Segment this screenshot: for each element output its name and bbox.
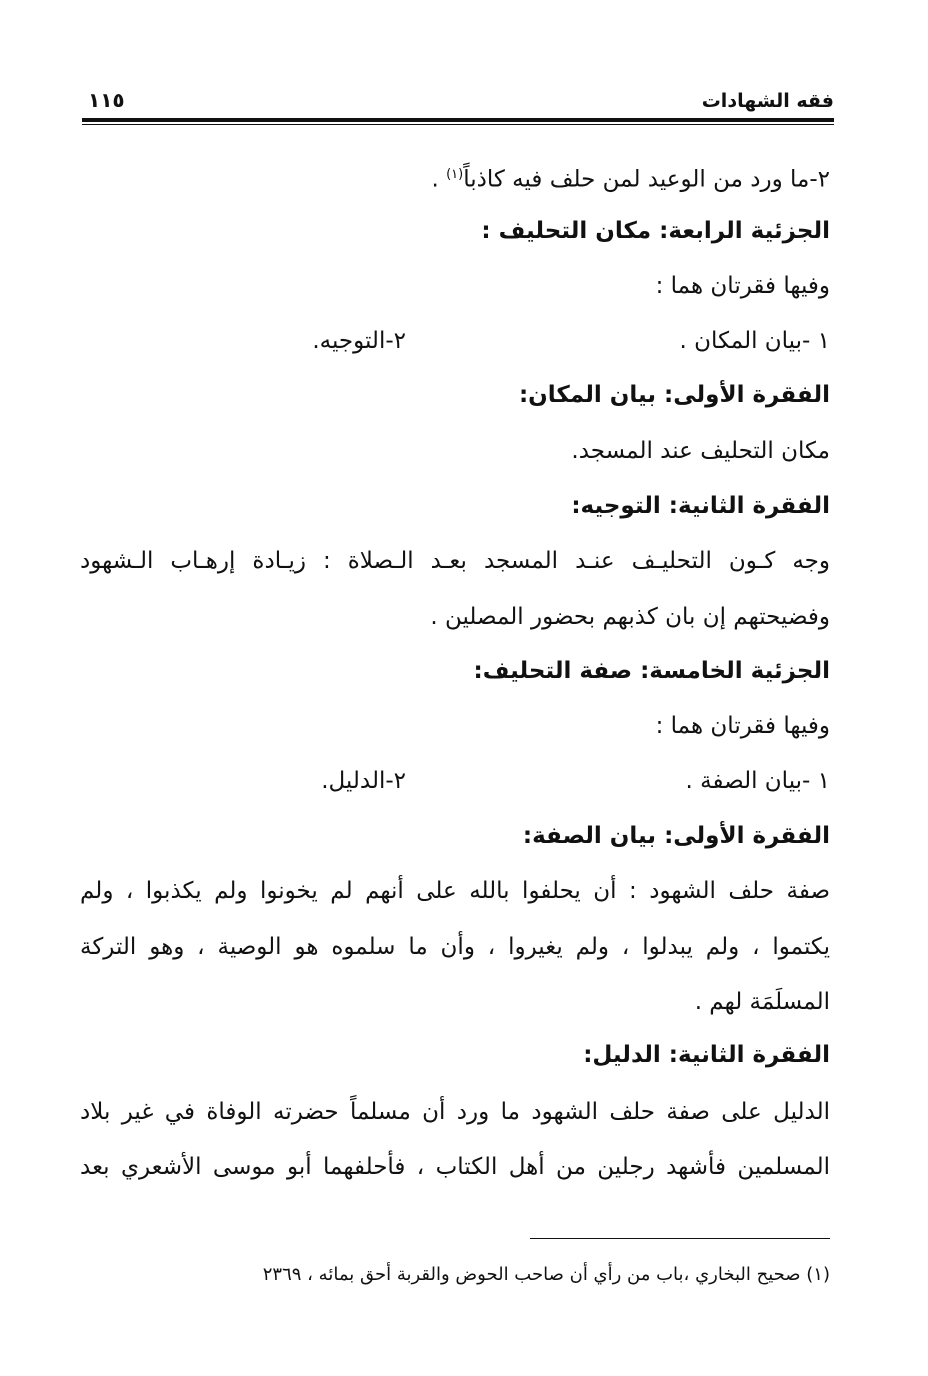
subsection-heading: الفقرة الثانية: الدليل:: [583, 1042, 830, 1068]
list-item-1: ١ -بيان المكان .: [679, 328, 830, 354]
header-rule-thin: [82, 124, 834, 125]
footnote-separator: [530, 1238, 830, 1239]
section-heading: الجزئية الرابعة: مكان التحليف :: [481, 218, 830, 244]
paragraph-line: الدليل على صفة حلف الشهود ما ورد أن مسلماً حضرته الوفاة في غير بلاد: [80, 1099, 830, 1125]
paragraph-line: وفيها فقرتان هما :: [655, 713, 830, 739]
line-end: .: [431, 166, 447, 193]
page-number: ١١٥: [88, 88, 125, 112]
paragraph-line: صفة حلف الشهود : أن يحلفوا بالله على أنهم لم يخونوا ولم يكذبوا ، ولم: [80, 878, 830, 904]
list-item-2: ٢-التوجيه.: [312, 328, 406, 354]
subsection-heading: الفقرة الأولى: بيان الصفة:: [522, 823, 830, 849]
paragraph-line: وجه كـون التحليـف عنـد المسجد بعـد الـصلاة : زيـادة إرهـاب الـشهود: [80, 548, 830, 574]
header-rule-thick: [82, 118, 834, 122]
point-2-warning: [431, 160, 830, 195]
paragraph-line: يكتموا ، ولم يبدلوا ، ولم يغيروا ، وأن ما سلموه هو الوصية ، وهو التركة: [80, 934, 830, 960]
paragraph-line: وفضيحتهم إن بان كذبهم بحضور المصلين .: [430, 604, 830, 630]
footnote-marker: (١): [446, 167, 464, 182]
list-item-1: ١ -بيان الصفة .: [685, 768, 830, 794]
line-text: ٢-ما ورد من الوعيد لمن حلف فيه كاذباً: [463, 166, 830, 193]
header-title: فقه الشهادات: [701, 90, 834, 112]
subsection-heading: الفقرة الأولى: بيان المكان:: [518, 382, 830, 408]
list-item-2: ٢-الدليل.: [321, 768, 406, 794]
paragraph-line: المسلَمَة لهم .: [694, 989, 830, 1015]
footnote: (١) صحيح البخاري ،باب من رأي أن صاحب الحوض والقربة أحق بمائه ، ٢٣٦٩: [262, 1264, 830, 1285]
section-heading: الجزئية الخامسة: صفة التحليف:: [473, 658, 830, 684]
paragraph-line: وفيها فقرتان هما :: [655, 273, 830, 299]
subsection-heading: الفقرة الثانية: التوجيه:: [571, 493, 830, 519]
paragraph-line: مكان التحليف عند المسجد.: [571, 438, 830, 464]
paragraph-line: المسلمين فأشهد رجلين من أهل الكتاب ، فأحلفهما أبو موسى الأشعري بعد: [80, 1154, 830, 1180]
running-header: [82, 80, 834, 120]
